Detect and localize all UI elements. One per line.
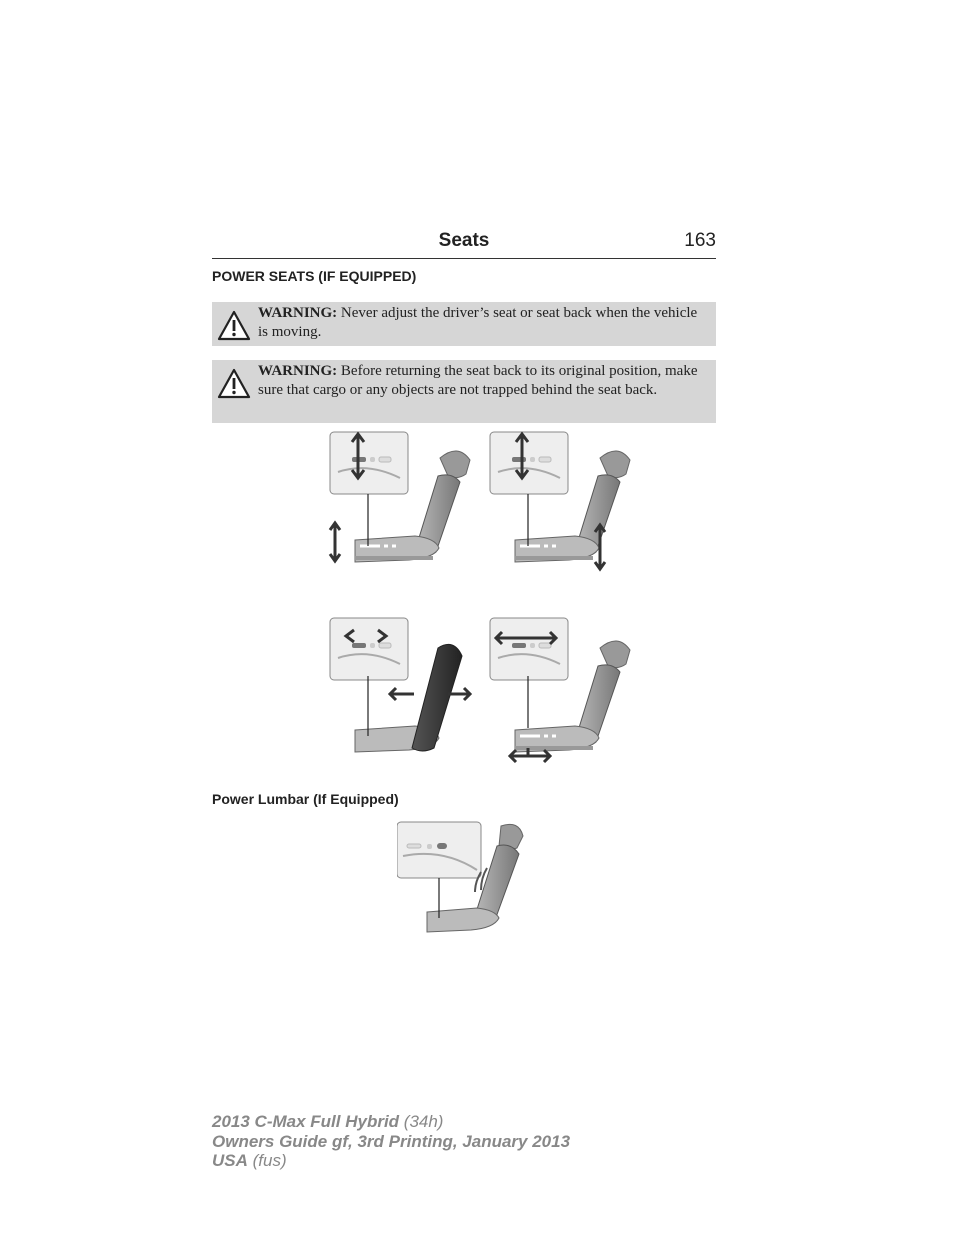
seat-height-front-figure <box>330 432 470 562</box>
footer-model: 2013 C-Max Full Hybrid <box>212 1112 400 1131</box>
header-divider <box>212 258 716 259</box>
warning-label: WARNING: <box>258 363 338 379</box>
footer-market-code: (fus) <box>247 1151 287 1170</box>
warning-text: Before returning the seat back to its original position, make sure that cargo or any objects are not trapped behind the seat back. <box>258 363 698 398</box>
warning-box-2 <box>212 360 716 423</box>
power-lumbar-illustration <box>397 820 537 945</box>
warning-label: WARNING: <box>258 305 338 321</box>
page-number: 163 <box>684 230 716 251</box>
subsection-title: Power Lumbar (If Equipped) <box>212 791 399 807</box>
power-seat-illustrations <box>320 428 640 768</box>
warning-triangle-icon <box>216 366 252 402</box>
warning-box-1 <box>212 302 716 346</box>
footer-model-code: (34h) <box>399 1112 444 1131</box>
seat-recline-figure <box>330 618 470 752</box>
footer <box>212 1112 570 1171</box>
warning-text: Never adjust the driver’s seat or seat back when the vehicle is moving. <box>258 305 698 340</box>
page-title: Seats <box>438 230 490 251</box>
footer-line-3 <box>212 1151 570 1171</box>
seat-height-rear-figure <box>490 432 630 569</box>
footer-market: USA <box>212 1151 248 1170</box>
footer-line-1 <box>212 1112 570 1132</box>
seat-fore-aft-figure <box>490 618 630 762</box>
warning-triangle-icon <box>216 308 252 344</box>
footer-line-2: Owners Guide gf, 3rd Printing, January 2013 <box>212 1131 571 1151</box>
section-title: POWER SEATS (IF EQUIPPED) <box>212 268 417 284</box>
